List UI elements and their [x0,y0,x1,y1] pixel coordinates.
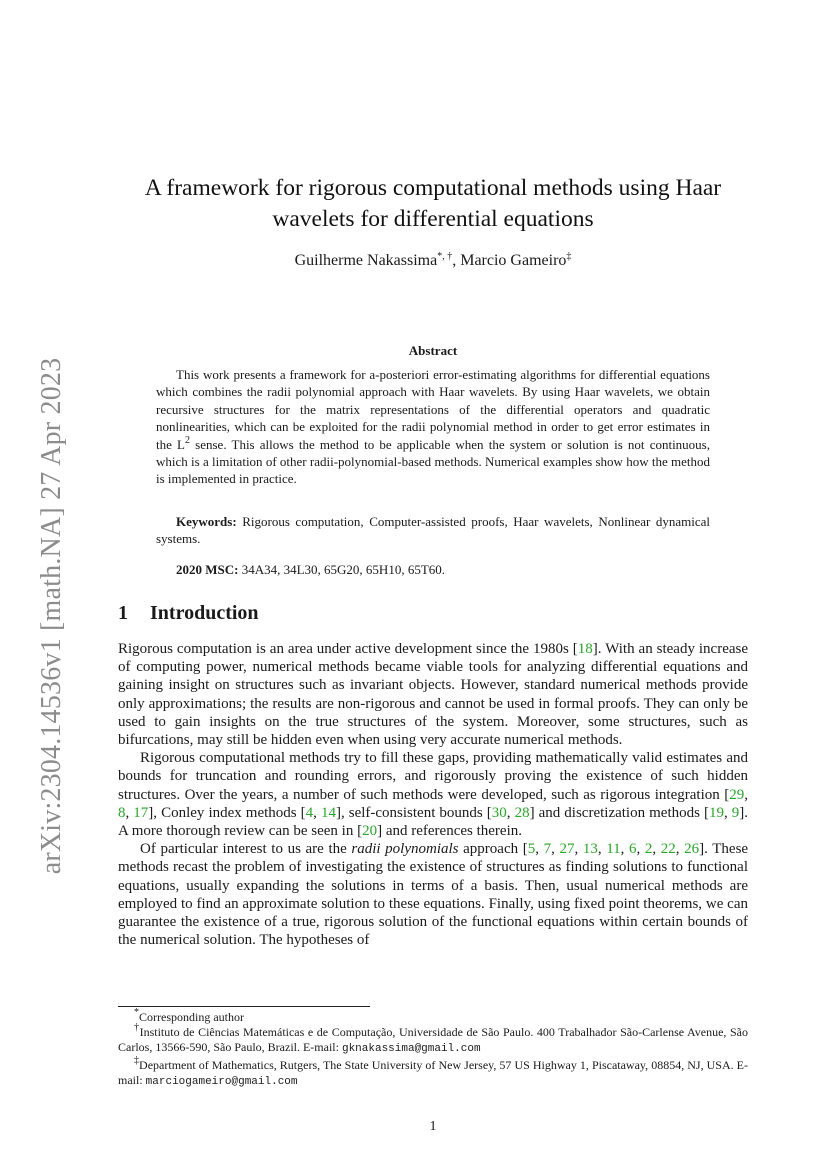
email-link[interactable]: marciogameiro@gmail.com [145,1075,298,1088]
text-run: , [652,841,661,858]
citation-link[interactable]: 13 [582,841,598,858]
section-heading [118,602,259,625]
msc-text: 34A34, 34L30, 65G20, 65H10, 65T60. [238,562,446,577]
text-run: , [675,841,685,858]
text-run: , [535,841,544,858]
title-line-2: wavelets for differential equations [272,206,594,232]
text-run: ] and references therein. [377,823,523,840]
text-run: ], Conley index methods [ [148,804,306,821]
text-run: , [574,841,583,858]
citation-link[interactable]: 7 [543,841,552,858]
text-run: ] and discretization methods [ [529,804,709,821]
citation-link[interactable]: 9 [731,804,740,821]
footnote-rule [118,1006,370,1007]
citation-link[interactable]: 26 [684,841,700,858]
text-run: . With an steady increase of computing power, numerical methods became viable tools for analyzing differential equations and gaining insight on structures such as invariant objects. However, standard numerical methods provide only approximations; the results are non-rigorous and cannot be used in formal proofs. They can only be used to gain insights on the true structures of the system. Moreover, some structures, such as bifurcations, may still be hidden even when using very accurate numerical methods. [118,641,749,749]
text-run: , [597,841,607,858]
citation-link[interactable]: 17 [133,804,149,821]
text-run: , [620,841,630,858]
citation-link[interactable]: 19 [709,804,724,821]
text-run: ], self-consistent bounds [ [335,804,492,821]
author-name: Guilherme Nakassima [294,252,438,269]
keywords-block [156,513,710,548]
footnote-mark: * [134,1007,139,1018]
author-affiliation-marks: *, † [437,251,453,262]
citation-link[interactable]: 28 [514,804,530,821]
page-number: 1 [429,1119,437,1134]
author-affiliation-marks: ‡ [566,251,572,262]
footnote-mark: † [134,1022,140,1034]
text-run: , [551,841,560,858]
footnote [118,1022,749,1057]
emphasized-term: radii polynomials [351,841,459,858]
text-run: , [636,841,645,858]
abstract-superscript: 2 [185,434,190,446]
text-run: [ [572,641,578,657]
abstract-text [156,366,710,488]
footnote-text: Instituto de Ciências Matemáticas e de Computação, Universidade de São Paulo. 400 Trabalhador São-Carlense Avenue, São Carlos, 13566-590, São Paulo, Brazil. E-mail: [118,1025,749,1055]
footnote [118,1054,748,1090]
text-run: ]. These methods recast the problem of investigating the existence of structures as finding solutions to functional equations, usually expanding the solutions in terms of a basis. Then, usual numerical methods are employed to find an approximate solution to these equations. Finally, using fixed point theorems, we can guarantee the existence of a true, rigorous solution of the functional equations within certain bounds of the numerical solution. The hypotheses of [118,841,749,949]
citation-link[interactable]: 8 [118,804,126,821]
keywords-text: Rigorous computation, Computer-assisted proofs, Haar wavelets, Nonlinear dynamical systems. [156,514,710,547]
section-title: Introduction [150,602,259,624]
citation-link[interactable]: 14 [320,804,336,821]
author-name: Marcio Gameiro [460,252,567,269]
paragraph [118,749,748,840]
keywords-label: Keywords: [176,514,237,529]
section-number: 1 [118,602,128,624]
text-run: approach [ [458,841,528,858]
citation-link[interactable]: 11 [606,841,621,858]
citation-link[interactable]: 2 [644,841,653,858]
author-separator: , [452,252,461,269]
body-text [118,640,748,949]
footnote [118,1007,748,1025]
text-run: Rigorous computational methods try to fill these gaps, providing mathematically valid estimates and bounds for truncation and rounding errors, and rigorously proving the existence of such hidden structures. Over the years, a number of such methods were developed, such as rigorous integration [ [118,750,748,803]
text-run: Rigorous computation is an area under active development since the 1980s [118,641,573,657]
paragraph [118,640,748,749]
text-run: , [125,804,134,821]
footnotes [118,1007,749,1090]
msc-block [156,561,710,578]
abstract-text-part: This work presents a framework for a-posteriori error-estimating algorithms for differential equations which combines the radii polynomial approach with Haar wavelets. By using Haar wavelets, we obtain recursive structures for the matrix representations of the differential operators and quadratic nonlinearities, which can be exploited for the radii polynomial method in order to get error estimates in the L [156,367,710,452]
citation-link[interactable]: 20 [362,823,378,840]
text-run: Of particular interest to us are the [140,841,352,858]
citation-link[interactable]: 29 [729,786,745,803]
citation-link[interactable]: 18 [577,641,593,657]
abstract-text-part: sense. This allows the method to be applicable when the system or solution is not continuous, which is a limitation of other radii-polynomial-based methods. Numerical examples show how the method is implemented in practice. [156,436,710,487]
citation-link[interactable]: 22 [660,841,676,858]
citation-link[interactable]: 6 [629,841,637,858]
text-run: ]. A more thorough review can be seen in [ [118,804,749,840]
text-run: , [724,804,732,821]
paper-title [118,173,748,235]
citation-link[interactable]: 30 [491,804,507,821]
citation-link[interactable]: 5 [527,841,536,858]
text-run: , [313,804,321,821]
text-run: , [506,804,515,821]
text-run: ] [592,641,598,657]
citation-link[interactable]: 27 [559,841,575,858]
footnote-text: Corresponding author [139,1010,244,1024]
text-run: , [744,786,748,803]
email-link[interactable]: gknakassima@gmail.com [341,1043,481,1056]
footnote-mark: ‡ [134,1054,140,1066]
title-line-1: A framework for rigorous computational methods using Haar [144,175,722,201]
citation-link[interactable]: 4 [305,804,314,821]
abstract-heading: Abstract [408,343,458,358]
footnote-text: Department of Mathematics, Rutgers, The State University of New Jersey, 57 US Highway 1, Piscataway, 08854, NJ, USA. E-mail: [118,1057,748,1087]
msc-label: 2020 MSC: [176,562,239,577]
arxiv-identifier-stamp: arXiv:2304.14536v1 [math.NA] 27 Apr 2023 [36,357,67,875]
paragraph [118,840,748,949]
author-list [118,252,748,270]
